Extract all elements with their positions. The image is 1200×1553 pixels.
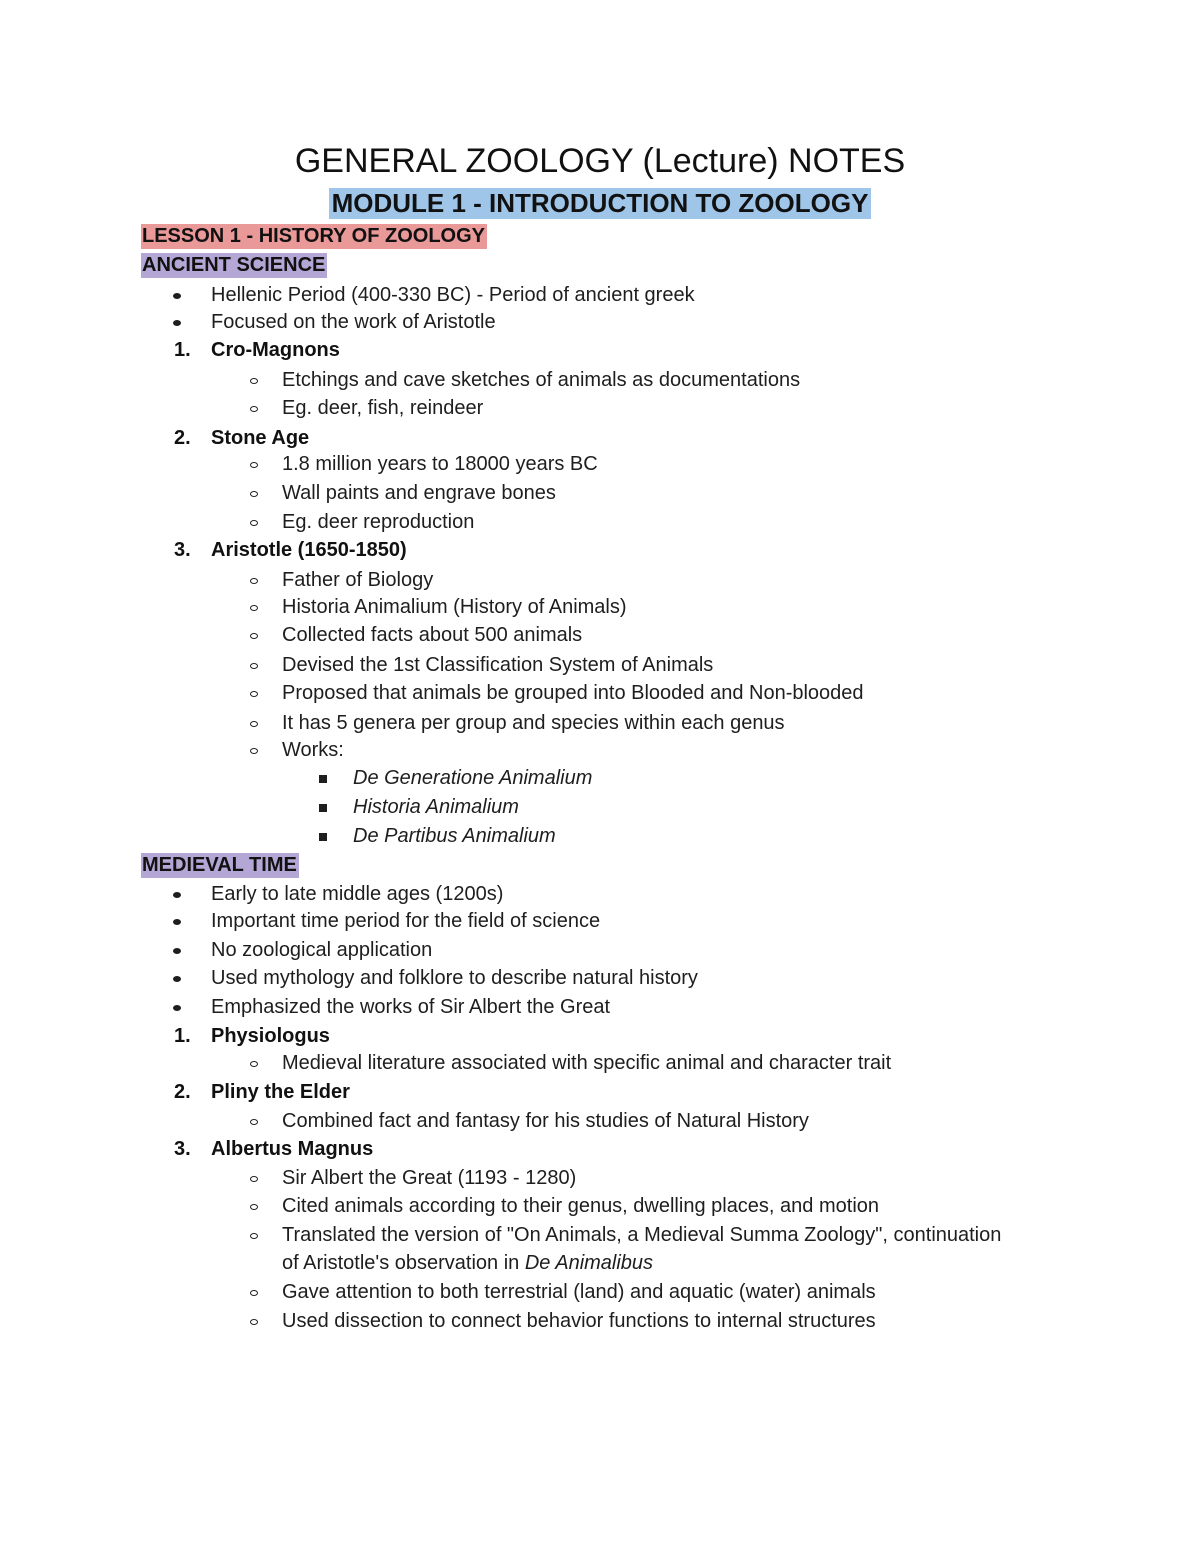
sub-bullet-text: Historia Animalium (History of Animals) <box>282 596 627 618</box>
sub-bullet-text: Eg. deer, fish, reindeer <box>282 397 484 419</box>
item-title: Physiologus <box>211 1025 330 1047</box>
sub-bullet-item <box>282 568 433 593</box>
sub-bullet-text: Etchings and cave sketches of animals as documentations <box>282 369 801 391</box>
numbered-item-albertus-magnus <box>174 1137 374 1162</box>
bullet-text: Emphasized the works of Sir Albert the Great <box>211 996 611 1018</box>
bullet-circle-icon <box>248 1109 260 1134</box>
bullet-text: Hellenic Period (400-330 BC) - Period of ancient greek <box>211 284 695 306</box>
sub-bullet-item <box>282 623 582 648</box>
sub-bullet-text: Works: <box>282 739 344 761</box>
bullet-disc-icon <box>171 909 183 934</box>
sub-bullet-text: Translated the version of "On Animals, a Medieval Summa Zoology", continuation <box>282 1224 1002 1246</box>
sub-bullet-text: Wall paints and engrave bones <box>282 482 556 504</box>
numbered-item-cro-magnons <box>174 338 340 363</box>
bullet-circle-icon <box>248 738 260 763</box>
bullet-circle-icon <box>248 595 260 620</box>
bullet-circle-icon <box>248 711 260 736</box>
numbered-item-physiologus <box>174 1024 330 1049</box>
bullet-item <box>211 938 432 963</box>
sub-bullet-item <box>282 396 483 421</box>
sub-bullet-item <box>282 681 864 706</box>
sub-bullet-item <box>282 1309 876 1334</box>
sub-bullet-text: Proposed that animals be grouped into Blooded and Non-blooded <box>282 682 864 704</box>
sub-bullet-item <box>282 1109 809 1134</box>
numbered-item-aristotle <box>174 538 407 563</box>
document-title: GENERAL ZOOLOGY (Lecture) NOTES <box>294 142 906 180</box>
numbered-item-pliny-the-elder <box>174 1080 350 1105</box>
item-number: 1. <box>174 1025 191 1047</box>
numbered-item-stone-age <box>174 426 310 451</box>
sub-bullet-text: Combined fact and fantasy for his studies of Natural History <box>282 1110 809 1132</box>
work-title: De Generatione Animalium <box>353 767 593 789</box>
sub-bullet-text: Sir Albert the Great (1193 - 1280) <box>282 1167 577 1189</box>
sub-bullet-text: Medieval literature associated with specific animal and character trait <box>282 1052 892 1074</box>
bullet-disc-icon <box>171 995 183 1020</box>
bullet-disc-icon <box>171 310 183 335</box>
sub-bullet-item <box>282 1166 576 1191</box>
work-title: Historia Animalium <box>353 796 519 818</box>
bullet-circle-icon <box>248 1051 260 1076</box>
sub-bullet-item <box>282 711 785 736</box>
sub-bullet-text: Gave attention to both terrestrial (land) and aquatic (water) animals <box>282 1281 876 1303</box>
sub-bullet-text: Cited animals according to their genus, dwelling places, and motion <box>282 1195 880 1217</box>
bullet-circle-icon <box>248 1309 260 1334</box>
module-heading-wrap <box>0 188 1200 219</box>
sub-bullet-item <box>282 1194 879 1219</box>
item-number: 3. <box>174 539 191 561</box>
bullet-item <box>211 310 496 335</box>
work-title-item <box>353 795 519 820</box>
sub-bullet-item <box>282 653 713 678</box>
bullet-disc-icon <box>171 938 183 963</box>
bullet-circle-icon <box>248 1280 260 1305</box>
work-title-item <box>353 824 556 849</box>
sub-bullet-item <box>282 510 474 535</box>
bullet-circle-icon <box>248 623 260 648</box>
section-heading-ancient-science: ANCIENT SCIENCE <box>142 254 326 276</box>
sub-bullet-text: It has 5 genera per group and species within each genus <box>282 712 785 734</box>
bullet-circle-icon <box>248 653 260 678</box>
sub-bullet-item <box>282 738 344 763</box>
sub-bullet-continuation <box>282 1251 653 1276</box>
bullet-circle-icon <box>248 510 260 535</box>
bullet-item <box>211 882 503 907</box>
bullet-square-icon <box>317 795 329 820</box>
bullet-circle-icon <box>248 452 260 477</box>
item-number: 2. <box>174 427 191 449</box>
bullet-square-icon <box>317 824 329 849</box>
bullet-disc-icon <box>171 882 183 907</box>
lesson-title: LESSON 1 - HISTORY OF ZOOLOGY <box>142 225 486 247</box>
bullet-item <box>211 995 610 1020</box>
bullet-text: Used mythology and folklore to describe natural history <box>211 967 698 989</box>
sub-bullet-text: 1.8 million years to 18000 years BC <box>282 453 598 475</box>
continuation-text: of Aristotle's observation in <box>282 1252 525 1274</box>
module-title: MODULE 1 - INTRODUCTION TO ZOOLOGY <box>329 188 872 219</box>
bullet-circle-icon <box>248 396 260 421</box>
item-title: Aristotle (1650-1850) <box>211 539 407 561</box>
bullet-disc-icon <box>171 283 183 308</box>
sub-bullet-item <box>282 481 556 506</box>
work-title: De Partibus Animalium <box>353 825 556 847</box>
item-title: Albertus Magnus <box>211 1138 374 1160</box>
item-number: 2. <box>174 1081 191 1103</box>
item-title: Pliny the Elder <box>211 1081 350 1103</box>
sub-bullet-item <box>282 1223 1001 1248</box>
bullet-circle-icon <box>248 681 260 706</box>
sub-bullet-text: Devised the 1st Classification System of Animals <box>282 654 714 676</box>
bullet-item <box>211 283 695 308</box>
bullet-square-icon <box>317 766 329 791</box>
sub-bullet-text: Father of Biology <box>282 569 434 591</box>
item-number: 3. <box>174 1138 191 1160</box>
bullet-circle-icon <box>248 368 260 393</box>
bullet-item <box>211 909 600 934</box>
continuation-italic-title: De Animalibus <box>524 1252 654 1274</box>
sub-bullet-item <box>282 595 627 620</box>
section-heading-medieval-time: MEDIEVAL TIME <box>142 854 297 876</box>
bullet-text: Focused on the work of Aristotle <box>211 311 496 333</box>
work-title-item <box>353 766 592 791</box>
bullet-disc-icon <box>171 966 183 991</box>
bullet-text: No zoological application <box>211 939 433 961</box>
sub-bullet-item <box>282 452 598 477</box>
bullet-circle-icon <box>248 1223 260 1248</box>
sub-bullet-item <box>282 1051 891 1076</box>
bullet-circle-icon <box>248 568 260 593</box>
bullet-text: Early to late middle ages (1200s) <box>211 883 504 905</box>
item-number: 1. <box>174 339 191 361</box>
sub-bullet-item <box>282 368 800 393</box>
bullet-circle-icon <box>248 1166 260 1191</box>
item-title: Stone Age <box>211 427 310 449</box>
sub-bullet-text: Collected facts about 500 animals <box>282 624 583 646</box>
sub-bullet-text: Eg. deer reproduction <box>282 511 475 533</box>
bullet-text: Important time period for the field of science <box>211 910 601 932</box>
sub-bullet-item <box>282 1280 876 1305</box>
item-title: Cro-Magnons <box>211 339 340 361</box>
sub-bullet-text: Used dissection to connect behavior functions to internal structures <box>282 1310 876 1332</box>
bullet-circle-icon <box>248 481 260 506</box>
bullet-circle-icon <box>248 1194 260 1219</box>
bullet-item <box>211 966 698 991</box>
